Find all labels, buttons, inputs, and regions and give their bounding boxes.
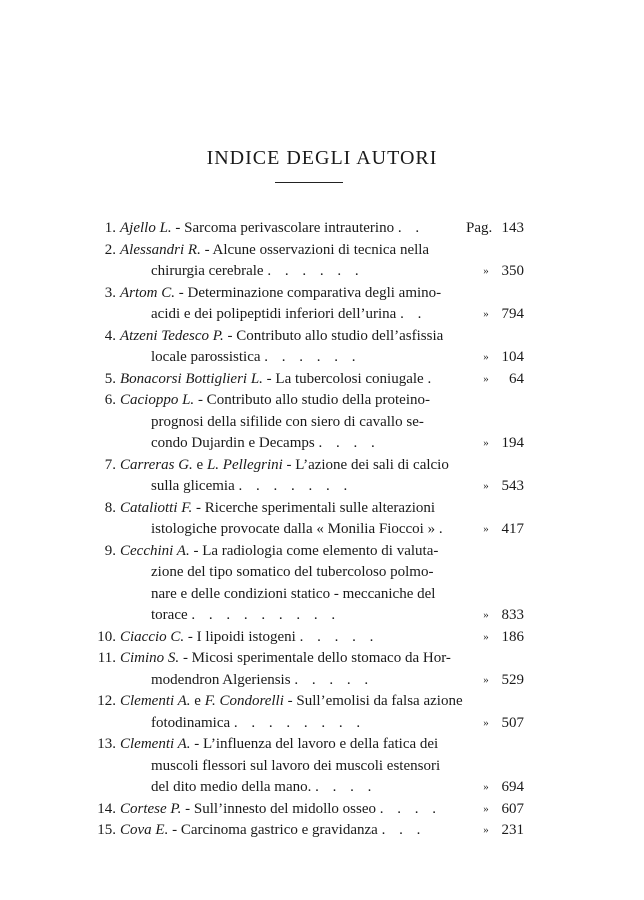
leader-dots: . . . . .: [299, 628, 374, 645]
page-label: Pag.: [466, 220, 493, 236]
entry-number: 4.: [104, 327, 116, 344]
index-entry: [0, 541, 644, 627]
entry-line: [0, 347, 644, 369]
author-name: Ajello L.: [120, 220, 172, 236]
page-title: INDICE DEGLI AUTORI: [206, 147, 438, 169]
entry-text: zione del tipo somatico del tubercoloso polmo-: [151, 564, 434, 580]
ditto-mark: »: [483, 716, 489, 729]
author-name: Cataliotti F.: [120, 499, 193, 516]
ditto-mark: »: [483, 437, 489, 449]
author-name: Ciaccio C.: [120, 628, 185, 645]
ditto-mark: »: [483, 265, 489, 277]
ditto-mark: »: [483, 630, 489, 643]
author-name: Cortese P.: [120, 800, 182, 817]
entry-line: [0, 734, 644, 756]
index-entry: [0, 627, 644, 649]
page-number: 794: [501, 306, 524, 322]
entry-line: [0, 777, 644, 799]
ditto-mark: »: [483, 480, 489, 492]
entry-line: [0, 562, 644, 584]
entry-text: fotodinamica . . . . . . . .: [151, 714, 361, 731]
entry-text: locale parossistica . . . . . .: [151, 349, 356, 365]
page-number: 350: [501, 263, 524, 279]
entry-number: 13.: [97, 736, 116, 752]
entry-line: [0, 541, 644, 563]
leader-dots: . . . .: [315, 779, 372, 795]
entry-line: [0, 240, 644, 262]
index-entry: [0, 799, 644, 821]
entry-number: 2.: [104, 241, 116, 258]
ditto-mark: »: [483, 609, 489, 621]
leader-dots: .: [427, 370, 432, 387]
author-name: Cecchini A.: [120, 542, 190, 559]
page-number: 694: [501, 779, 524, 795]
index-entry: [0, 390, 644, 455]
leader-dots: . . . .: [379, 800, 436, 817]
index-entry: [0, 240, 644, 283]
co-author-name: F. Condorelli: [204, 693, 284, 709]
entry-text: Cortese P. - Sull’innesto del midollo osseo . . . .: [120, 800, 436, 817]
entry-line: [0, 218, 644, 240]
entry-number: 12.: [97, 693, 116, 709]
entry-line: [0, 498, 644, 520]
page-number: 833: [501, 607, 524, 623]
index-entry: [0, 691, 644, 734]
leader-dots: . . .: [381, 822, 421, 838]
entry-number: 10.: [97, 628, 116, 645]
index-entry: [0, 326, 644, 369]
entry-line: [0, 304, 644, 326]
entry-text: Clementi A. - L’influenza del lavoro e della fatica dei: [120, 736, 439, 752]
ditto-mark: »: [483, 781, 489, 793]
entry-text: Ajello L. - Sarcoma perivascolare intrauterino . .: [120, 220, 420, 236]
entry-text: Cova E. - Carcinoma gastrico e gravidanza . . .: [120, 822, 421, 838]
co-author-name: L. Pellegrini: [206, 456, 283, 473]
leader-dots: . .: [397, 220, 420, 236]
entry-text: Bonacorsi Bottiglieri L. - La tubercolosi coniugale .: [120, 370, 432, 387]
page-number: 543: [501, 478, 524, 494]
title-rule: [275, 182, 343, 183]
ditto-mark: »: [483, 372, 489, 385]
page-number: 231: [501, 822, 524, 838]
index-entry: [0, 734, 644, 799]
entry-text: Atzeni Tedesco P. - Contributo allo studio dell’asfissia: [120, 327, 444, 344]
entry-line: [0, 283, 644, 305]
author-name: Cova E.: [120, 822, 169, 838]
author-name: Clementi A.: [120, 693, 191, 709]
entry-text: muscoli flessori sul lavoro dei muscoli estensori: [151, 757, 441, 774]
entry-number: 3.: [104, 284, 116, 301]
page-number: 607: [501, 800, 524, 817]
entry-text: modendron Algeriensis . . . . .: [151, 671, 369, 688]
page-number: 529: [501, 671, 524, 688]
leader-dots: . . . . . . . .: [233, 714, 361, 731]
entry-text: istologiche provocate dalla « Monilia Fioccoi » .: [151, 521, 443, 537]
entry-line: [0, 627, 644, 649]
ditto-mark: »: [483, 673, 489, 686]
entry-number: 7.: [104, 456, 116, 473]
author-index: [0, 218, 644, 842]
page-number: 417: [501, 521, 524, 537]
entry-number: 14.: [97, 800, 116, 817]
index-entry: [0, 820, 644, 842]
entry-text: Cimino S. - Micosi sperimentale dello stomaco da Hor-: [120, 650, 451, 666]
author-name: Cacioppo L.: [120, 392, 195, 408]
entry-line: [0, 433, 644, 455]
entry-text: nare e delle condizioni statico - meccaniche del: [151, 585, 436, 602]
entry-text: Carreras G. e L. Pellegrini - L’azione dei sali di calcio: [120, 456, 449, 473]
entry-line: [0, 584, 644, 606]
entry-line: [0, 455, 644, 477]
entry-number: 11.: [97, 650, 116, 666]
entry-line: [0, 519, 644, 541]
entry-line: [0, 369, 644, 391]
author-name: Carreras G.: [120, 456, 193, 473]
leader-dots: . . . . . . . . .: [191, 607, 336, 623]
entry-line: [0, 670, 644, 692]
entry-line: [0, 605, 644, 627]
index-entry: [0, 455, 644, 498]
entry-number: 5.: [104, 370, 116, 387]
ditto-mark: »: [483, 824, 489, 836]
entry-line: [0, 648, 644, 670]
entry-text: Ciaccio C. - I lipoidi istogeni . . . . .: [120, 628, 374, 645]
leader-dots: . . . . . . .: [238, 478, 348, 494]
entry-text: prognosi della sifilide con siero di cavallo se-: [151, 413, 424, 430]
entry-line: [0, 756, 644, 778]
index-entry: [0, 498, 644, 541]
page-number: 186: [501, 628, 524, 645]
page-number: 143: [501, 220, 524, 236]
index-entry: [0, 218, 644, 240]
entry-text: Alessandri R. - Alcune osservazioni di tecnica nella: [120, 241, 430, 258]
leader-dots: . .: [400, 306, 422, 322]
leader-dots: . . . . .: [294, 671, 369, 688]
entry-text: Cecchini A. - La radiologia come elemento di valuta-: [120, 542, 439, 559]
ditto-mark: »: [483, 802, 489, 815]
index-entry: [0, 648, 644, 691]
entry-line: [0, 476, 644, 498]
entry-text: chirurgia cerebrale . . . . . .: [151, 263, 359, 279]
page-number: 507: [501, 714, 524, 731]
entry-text: del dito medio della mano. . . . .: [151, 779, 372, 795]
entry-text: Clementi A. e F. Condorelli - Sull’emolisi da falsa azione: [120, 693, 463, 709]
entry-number: 6.: [104, 392, 116, 408]
author-name: Bonacorsi Bottiglieri L.: [120, 370, 263, 387]
entry-text: condo Dujardin e Decamps . . . .: [151, 435, 375, 451]
author-name: Artom C.: [120, 284, 176, 301]
entry-number: 15.: [97, 822, 116, 838]
leader-dots: . . . . . .: [264, 349, 356, 365]
leader-dots: . . . .: [318, 435, 375, 451]
index-entry: [0, 283, 644, 326]
entry-text: acidi e dei polipeptidi inferiori dell’urina . .: [151, 306, 422, 322]
entry-line: [0, 799, 644, 821]
author-name: Alessandri R.: [120, 241, 201, 258]
page-number: 64: [509, 370, 524, 387]
entry-line: [0, 326, 644, 348]
entry-line: [0, 390, 644, 412]
entry-line: [0, 412, 644, 434]
entry-number: 8.: [104, 499, 116, 516]
entry-text: torace . . . . . . . . .: [151, 607, 336, 623]
entry-text: Cacioppo L. - Contributo allo studio della proteino-: [120, 392, 430, 408]
entry-number: 1.: [104, 220, 116, 236]
author-name: Clementi A.: [120, 736, 191, 752]
entry-number: 9.: [104, 542, 116, 559]
page-number: 194: [501, 435, 524, 451]
index-entry: [0, 369, 644, 391]
ditto-mark: »: [483, 523, 489, 535]
ditto-mark: »: [483, 351, 489, 363]
leader-dots: . . . . . .: [267, 263, 359, 279]
entry-line: [0, 713, 644, 735]
entry-text: Cataliotti F. - Ricerche sperimentali sulle alterazioni: [120, 499, 436, 516]
entry-text: sulla glicemia . . . . . . .: [151, 478, 348, 494]
entry-line: [0, 261, 644, 283]
ditto-mark: »: [483, 308, 489, 320]
entry-line: [0, 691, 644, 713]
author-name: Cimino S.: [120, 650, 180, 666]
entry-line: [0, 820, 644, 842]
entry-text: Artom C. - Determinazione comparativa degli amino-: [120, 284, 442, 301]
page-number: 104: [501, 349, 524, 365]
author-name: Atzeni Tedesco P.: [120, 327, 224, 344]
